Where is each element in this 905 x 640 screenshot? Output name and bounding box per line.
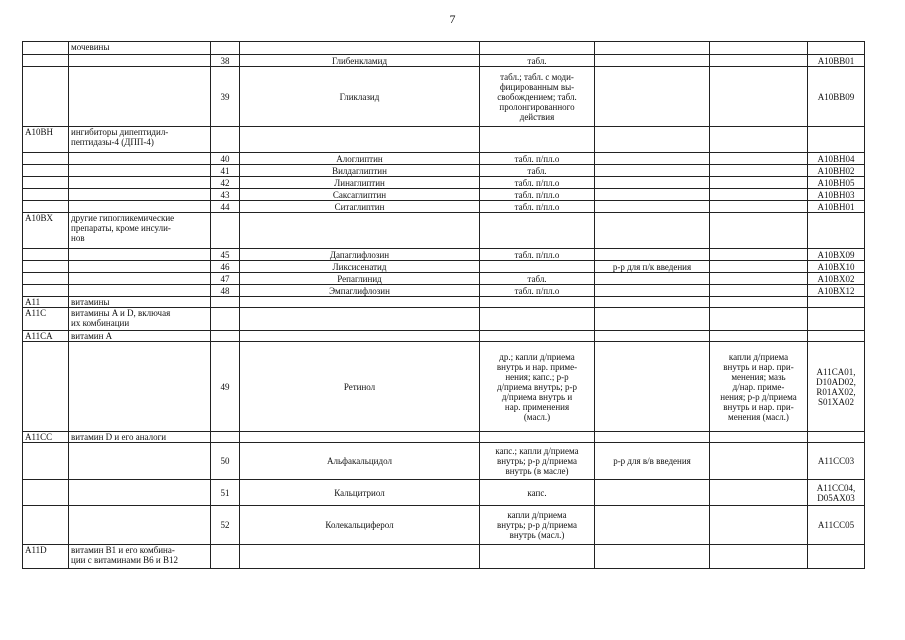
drug-row <box>23 342 865 432</box>
atc-group-code: A11CA <box>23 331 69 342</box>
atc-group-description <box>69 443 211 480</box>
atc-code: A10BH03 <box>808 189 865 201</box>
atc-group-code: A11D <box>23 545 69 569</box>
dosage-form-injectable <box>595 273 710 285</box>
drug-name: Репаглинид <box>240 273 480 285</box>
group-row <box>23 297 865 308</box>
dosage-form-external-cell <box>710 213 808 249</box>
atc-code-cell <box>808 127 865 153</box>
dosage-form-injectable <box>595 480 710 506</box>
atc-group-description: витамин D и его аналоги <box>69 432 211 443</box>
dosage-form-external-cell <box>710 127 808 153</box>
row-number: 50 <box>211 443 240 480</box>
atc-group-description <box>69 273 211 285</box>
atc-code: A11CC05 <box>808 506 865 545</box>
dosage-form: табл. п/пл.о <box>480 249 595 261</box>
atc-code-cell <box>808 545 865 569</box>
dosage-form-injectable-cell <box>595 432 710 443</box>
drug-name: Глибенкламид <box>240 55 480 67</box>
dosage-form-external-cell <box>710 545 808 569</box>
drug-name: Гликлазид <box>240 67 480 127</box>
atc-code: A10BH04 <box>808 153 865 165</box>
atc-group-description: витамин A <box>69 331 211 342</box>
row-number: 52 <box>211 506 240 545</box>
atc-group-description: другие гипогликемические препараты, кроме инсули- нов <box>69 213 211 249</box>
dosage-form-external <box>710 285 808 297</box>
row-number: 41 <box>211 165 240 177</box>
atc-group-code <box>23 42 69 55</box>
drug-row <box>23 153 865 165</box>
dosage-form: табл. п/пл.о <box>480 201 595 213</box>
dosage-form-injectable <box>595 165 710 177</box>
drug-row <box>23 177 865 189</box>
dosage-form: табл. <box>480 55 595 67</box>
atc-code: A11CC04, D05AX03 <box>808 480 865 506</box>
row-number: 39 <box>211 67 240 127</box>
dosage-form-external-cell <box>710 297 808 308</box>
dosage-form-injectable <box>595 342 710 432</box>
drug-name: Алоглиптин <box>240 153 480 165</box>
drug-name: Линаглиптин <box>240 177 480 189</box>
dosage-form-cell <box>480 297 595 308</box>
drug-row <box>23 249 865 261</box>
atc-group-description <box>69 342 211 432</box>
atc-group-code <box>23 189 69 201</box>
row-number: 47 <box>211 273 240 285</box>
dosage-form: табл. п/пл.о <box>480 177 595 189</box>
atc-code: A11CC03 <box>808 443 865 480</box>
atc-group-code <box>23 67 69 127</box>
atc-group-description <box>69 189 211 201</box>
atc-group-code <box>23 177 69 189</box>
page-number: 7 <box>449 12 456 26</box>
atc-group-code <box>23 273 69 285</box>
drug-name: Ситаглиптин <box>240 201 480 213</box>
row-number-cell <box>211 213 240 249</box>
atc-group-code <box>23 342 69 432</box>
group-row <box>23 42 865 55</box>
drug-row <box>23 506 865 545</box>
atc-group-code <box>23 249 69 261</box>
drug-row <box>23 443 865 480</box>
dosage-form: капли д/приема внутрь; р-р д/приема внутрь (масл.) <box>480 506 595 545</box>
atc-group-code <box>23 153 69 165</box>
group-row <box>23 213 865 249</box>
drug-row <box>23 55 865 67</box>
atc-group-description <box>69 285 211 297</box>
group-row <box>23 127 865 153</box>
atc-group-code <box>23 480 69 506</box>
atc-group-description: витамин B1 и его комбина- ции с витаминами B6 и B12 <box>69 545 211 569</box>
drug-name-cell <box>240 297 480 308</box>
row-number: 43 <box>211 189 240 201</box>
dosage-form: табл. п/пл.о <box>480 153 595 165</box>
dosage-form-external <box>710 443 808 480</box>
atc-code: A10BX10 <box>808 261 865 273</box>
row-number: 49 <box>211 342 240 432</box>
dosage-form-cell <box>480 42 595 55</box>
atc-code: A11CA01, D10AD02, R01AX02, S01XA02 <box>808 342 865 432</box>
dosage-form-injectable <box>595 285 710 297</box>
row-number-cell <box>211 432 240 443</box>
dosage-form-injectable: р-р для п/к введения <box>595 261 710 273</box>
group-row <box>23 545 865 569</box>
drug-name-cell <box>240 213 480 249</box>
atc-group-code: A10BX <box>23 213 69 249</box>
atc-group-description: мочевины <box>69 42 211 55</box>
group-row <box>23 308 865 331</box>
drug-name-cell <box>240 308 480 331</box>
group-row <box>23 432 865 443</box>
atc-group-description <box>69 67 211 127</box>
dosage-form-injectable <box>595 201 710 213</box>
dosage-form-injectable <box>595 189 710 201</box>
row-number-cell <box>211 127 240 153</box>
dosage-form-external <box>710 480 808 506</box>
dosage-form: табл. п/пл.о <box>480 285 595 297</box>
atc-code: A10BX02 <box>808 273 865 285</box>
drug-name: Эмпаглифлозин <box>240 285 480 297</box>
atc-group-code <box>23 285 69 297</box>
dosage-form-cell <box>480 308 595 331</box>
atc-group-description <box>69 506 211 545</box>
drug-name-cell <box>240 432 480 443</box>
atc-code: A10BH02 <box>808 165 865 177</box>
drug-name-cell <box>240 42 480 55</box>
dosage-form: табл. <box>480 273 595 285</box>
drug-name: Дапаглифлозин <box>240 249 480 261</box>
atc-group-code <box>23 55 69 67</box>
atc-group-description <box>69 165 211 177</box>
dosage-form-external <box>710 67 808 127</box>
dosage-form: др.; капли д/приема внутрь и нар. приме- нения; капс.; р-р д/приема внутрь; р-р д/приема внутрь и нар. применения (масл.) <box>480 342 595 432</box>
dosage-form-external <box>710 177 808 189</box>
dosage-form <box>480 261 595 273</box>
drug-row <box>23 201 865 213</box>
dosage-form-cell <box>480 545 595 569</box>
atc-group-description <box>69 177 211 189</box>
drug-name: Ликсисенатид <box>240 261 480 273</box>
drug-name-cell <box>240 545 480 569</box>
row-number: 46 <box>211 261 240 273</box>
dosage-form: капс.; капли д/приема внутрь; р-р д/приема внутрь (в масле) <box>480 443 595 480</box>
row-number-cell <box>211 42 240 55</box>
dosage-form: табл. п/пл.о <box>480 189 595 201</box>
drug-list-table <box>22 41 865 569</box>
atc-code: A10BH05 <box>808 177 865 189</box>
atc-group-description <box>69 55 211 67</box>
dosage-form-injectable <box>595 249 710 261</box>
atc-code: A10BX12 <box>808 285 865 297</box>
atc-group-description <box>69 201 211 213</box>
dosage-form-external <box>710 506 808 545</box>
table-body <box>23 42 865 569</box>
drug-row <box>23 480 865 506</box>
atc-code: A10BH01 <box>808 201 865 213</box>
dosage-form-external-cell <box>710 308 808 331</box>
dosage-form-injectable-cell <box>595 331 710 342</box>
dosage-form: табл.; табл. с моди- фицированным вы- свобождением; табл. пролонгированного действия <box>480 67 595 127</box>
atc-code: A10BB09 <box>808 67 865 127</box>
row-number-cell <box>211 297 240 308</box>
dosage-form-external <box>710 165 808 177</box>
atc-code-cell <box>808 432 865 443</box>
dosage-form-external: капли д/приема внутрь и нар. при- менения; мазь д/нар. приме- нения; р-р д/приема внутрь и нар. при- менения (масл.) <box>710 342 808 432</box>
drug-row <box>23 285 865 297</box>
dosage-form-injectable-cell <box>595 308 710 331</box>
atc-group-code <box>23 165 69 177</box>
drug-name: Ретинол <box>240 342 480 432</box>
row-number: 38 <box>211 55 240 67</box>
dosage-form-external-cell <box>710 331 808 342</box>
row-number: 45 <box>211 249 240 261</box>
drug-name: Альфакальцидол <box>240 443 480 480</box>
dosage-form-cell <box>480 213 595 249</box>
drug-row <box>23 261 865 273</box>
row-number: 51 <box>211 480 240 506</box>
atc-group-code: A11 <box>23 297 69 308</box>
atc-code: A10BX09 <box>808 249 865 261</box>
dosage-form-injectable <box>595 177 710 189</box>
dosage-form-injectable <box>595 67 710 127</box>
drug-row <box>23 165 865 177</box>
dosage-form-injectable-cell <box>595 545 710 569</box>
dosage-form-external <box>710 201 808 213</box>
dosage-form-injectable-cell <box>595 297 710 308</box>
drug-row <box>23 189 865 201</box>
drug-name: Кальцитриол <box>240 480 480 506</box>
atc-group-code <box>23 201 69 213</box>
atc-group-code <box>23 443 69 480</box>
dosage-form-injectable: р-р для в/в введения <box>595 443 710 480</box>
atc-code-cell <box>808 308 865 331</box>
drug-row <box>23 273 865 285</box>
atc-group-description <box>69 480 211 506</box>
dosage-form-external <box>710 55 808 67</box>
row-number: 48 <box>211 285 240 297</box>
dosage-form-cell <box>480 127 595 153</box>
atc-code: A10BB01 <box>808 55 865 67</box>
atc-group-description: витамины <box>69 297 211 308</box>
drug-row <box>23 67 865 127</box>
dosage-form: табл. <box>480 165 595 177</box>
drug-name: Вилдаглиптин <box>240 165 480 177</box>
row-number: 44 <box>211 201 240 213</box>
drug-name-cell <box>240 331 480 342</box>
atc-group-description: витамины A и D, включая их комбинации <box>69 308 211 331</box>
row-number: 40 <box>211 153 240 165</box>
row-number-cell <box>211 331 240 342</box>
atc-group-code <box>23 261 69 273</box>
atc-code-cell <box>808 42 865 55</box>
atc-group-description <box>69 153 211 165</box>
atc-code-cell <box>808 331 865 342</box>
dosage-form-injectable-cell <box>595 213 710 249</box>
atc-code-cell <box>808 213 865 249</box>
dosage-form: капс. <box>480 480 595 506</box>
drug-name: Колекальциферол <box>240 506 480 545</box>
row-number-cell <box>211 308 240 331</box>
row-number-cell <box>211 545 240 569</box>
drug-name: Саксаглиптин <box>240 189 480 201</box>
atc-group-description <box>69 249 211 261</box>
dosage-form-injectable <box>595 153 710 165</box>
dosage-form-injectable-cell <box>595 127 710 153</box>
atc-group-description: ингибиторы дипептидил- пептидазы-4 (ДПП-4) <box>69 127 211 153</box>
dosage-form-injectable <box>595 506 710 545</box>
dosage-form-cell <box>480 331 595 342</box>
dosage-form-external <box>710 261 808 273</box>
dosage-form-injectable <box>595 55 710 67</box>
dosage-form-external <box>710 249 808 261</box>
row-number: 42 <box>211 177 240 189</box>
dosage-form-cell <box>480 432 595 443</box>
dosage-form-external-cell <box>710 42 808 55</box>
dosage-form-injectable-cell <box>595 42 710 55</box>
atc-group-code: A11C <box>23 308 69 331</box>
drug-name-cell <box>240 127 480 153</box>
atc-group-description <box>69 261 211 273</box>
atc-code-cell <box>808 297 865 308</box>
dosage-form-external <box>710 273 808 285</box>
dosage-form-external <box>710 189 808 201</box>
dosage-form-external <box>710 153 808 165</box>
group-row <box>23 331 865 342</box>
atc-group-code: A10BH <box>23 127 69 153</box>
atc-group-code: A11CC <box>23 432 69 443</box>
dosage-form-external-cell <box>710 432 808 443</box>
atc-group-code <box>23 506 69 545</box>
